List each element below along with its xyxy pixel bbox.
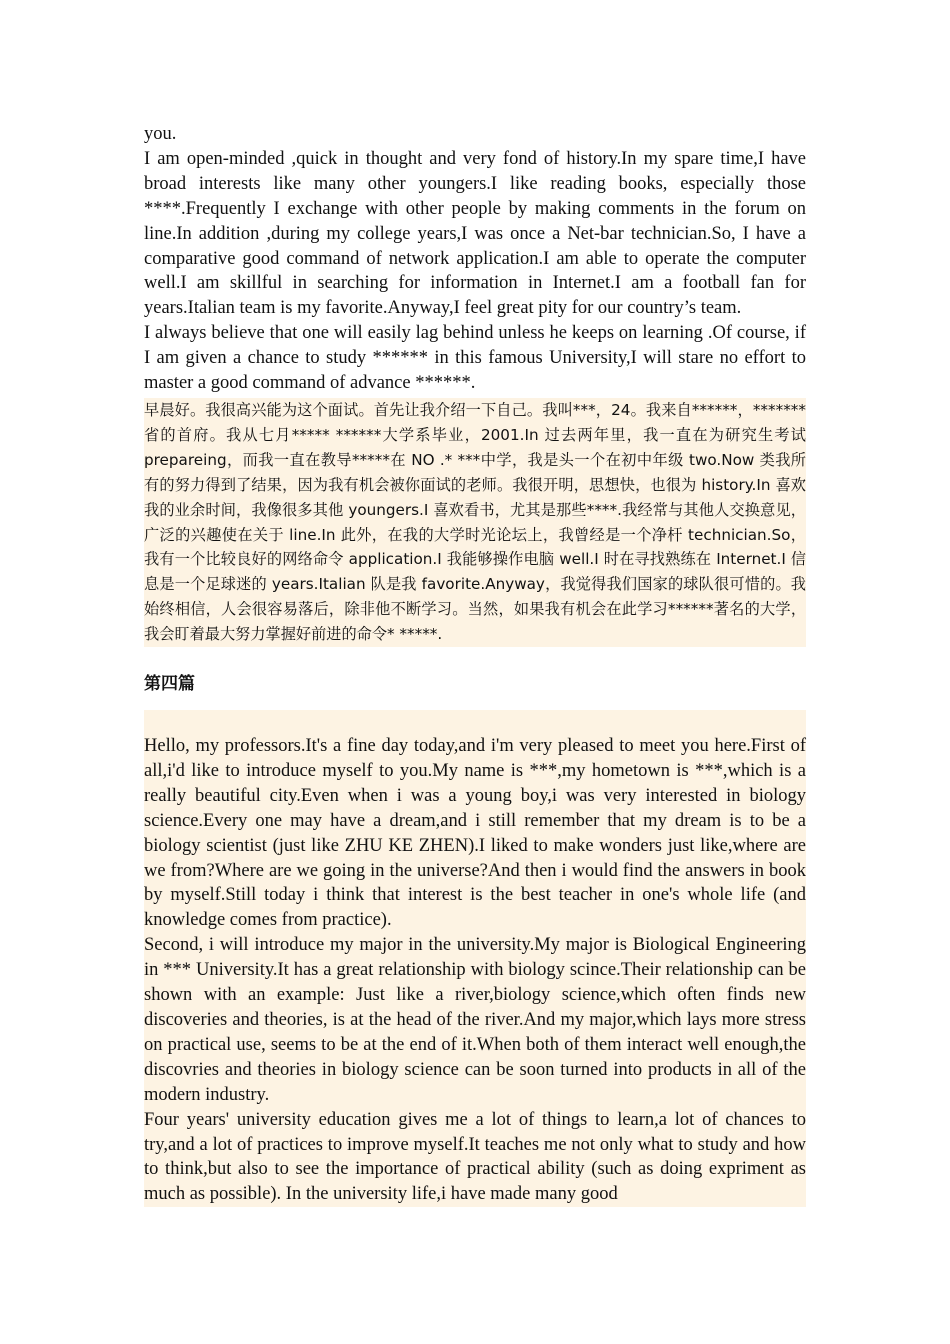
part-four-body — [144, 710, 806, 1207]
chinese-translation-paragraph: 早晨好。我很高兴能为这个面试。首先让我介绍一下自己。我叫***，24。我来自******，*******省的首府。我从七月***** ******大学系毕业，2001.In 过去两年里，我一直在为研究生考试 prepareing，而我一直在教导*****在 NO .* ***中学，我是头一个在初中年级 two.Now 类我所有的努力得到了结果，因为我有机会被你面试的老师。我很开明，思想快，也很为 history.In 喜欢我的业余时间，我像很多其他 youngers.I 喜欢看书，尤其是那些****.我经常与其他人交换意见，广泛的兴趣使在关于 line.In 此外，在我的大学时光论坛上，我曾经是一个净杆 technician.So，我有一个比较良好的网络命令 application.I 我能够操作电脑 well.I 时在寻找熟练在 Internet.I 信息是一个足球迷的 years.Italian 队是我 favorite.Anyway，我觉得我们国家的球队很可惜的。我始终相信，人会很容易落后，除非他不断学习。当然，如果我有机会在此学习******著名的大学，我会盯着最大努力掌握好前进的命令* *****. — [144, 400, 806, 644]
chinese-translation-block — [144, 398, 806, 647]
paragraph-education: Four years' university education gives me a lot of things to learn,a lot of chances to try,and a lot of practices to improve myself.It teaches me not only what to study and how to think,but also to see the importance of practical ability (such as doing expriment as much as possible). In the university life,i have made many good — [144, 1109, 806, 1205]
paragraph-you: you. — [144, 124, 177, 144]
document-page — [144, 122, 806, 1207]
section-heading-part-four: 第四篇 — [144, 674, 195, 695]
paragraph-interests: I am open-minded ,quick in thought and very fond of history.In my spare time,I have broad interests like many other youngers.I like reading books, especially those ****.Frequently I exchange with other people by making comments in the forum on line.In addition ,during my college years,I was once a Net-bar technician.So, I have a comparative good command of network application.I am able to operate the computer well.I am skillful in searching for information in Internet.I am a football fan for years.Italian team is my favorite.Anyway,I feel great pity for our country’s team. — [144, 148, 806, 319]
paragraph-major: Second, i will introduce my major in the university.My major is Biological Engineering in *** University.It has a great relationship with biology scince.Their relationship can be shown with an example: Just like a river,biology science,which often finds new discoveries and theories, is at the head of the river.And my major,which lays more stress on practical use, seems to be at the end of it.When both of them interact well enough,the discovries and theories in biology science can be soon turned into products in all of the modern industry. — [144, 935, 806, 1105]
paragraph-greeting: Hello, my professors.It's a fine day today,and i'm very pleased to meet you here.First of all,i'd like to introduce myself to you.My name is ***,my hometown is ***,which is a really beautiful city.Even when i was a young boy,i was very interested in biology science.Every one may have a dream,and i still remember that my dream is to be a biology scientist (just like ZHU KE ZHEN).I liked to make wonders just like,where are we from?Where are we going in the universe?And then i would find the answers in book by myself.Still today i think that interest is the best teacher in one's whole life (and knowledge comes from practice). — [144, 736, 806, 931]
paragraph-learning: I always believe that one will easily lag behind unless he keeps on learning .Of course, if I am given a chance to study ****** in this famous University,I will stare no effort to master a good command of advance ******. — [144, 323, 806, 394]
